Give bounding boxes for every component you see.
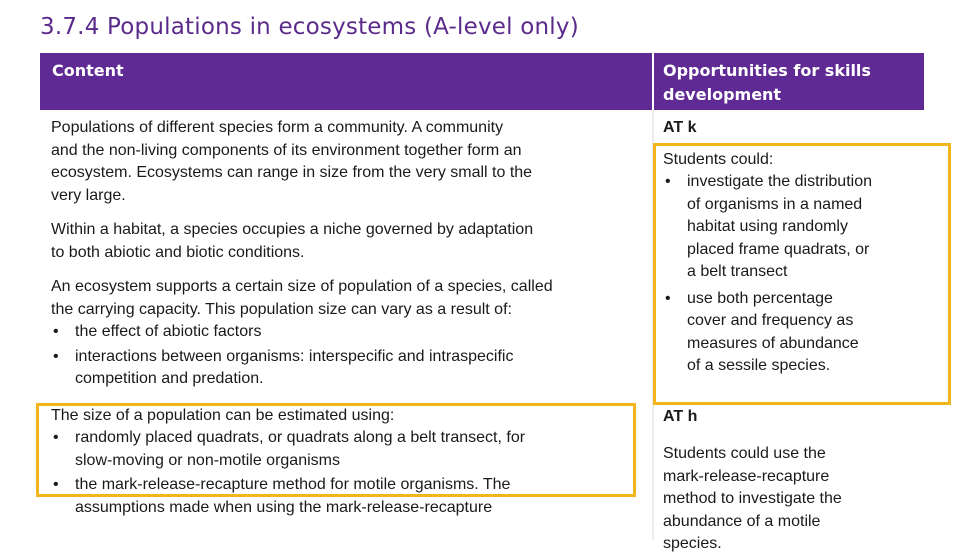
at-k-label: AT k bbox=[663, 119, 697, 136]
list-item: • the effect of abiotic factors bbox=[51, 321, 646, 344]
students-could-label: Students could: bbox=[663, 150, 774, 168]
list-item: • investigate the distribution of organisms in a named habitat using randomly placed frame quadrats, or a belt transect bbox=[663, 171, 918, 284]
content-header-label: Content bbox=[52, 61, 124, 80]
text-line: the carrying capacity. This population size can vary as a result of: bbox=[51, 300, 512, 318]
at-h-label: AT h bbox=[663, 407, 698, 425]
carrying-capacity-paragraph bbox=[51, 276, 646, 321]
at-h-activity: Students could use the mark-release-recapture method to investigate the abundance of a motile species. bbox=[663, 445, 842, 552]
highlight-box-at-k bbox=[653, 143, 951, 405]
content-column-header bbox=[40, 53, 652, 110]
text-line: An ecosystem supports a certain size of population of a species, called bbox=[51, 278, 553, 295]
text-line: ecosystem. Ecosystems can range in size from the very small to the bbox=[51, 164, 533, 181]
population-factors-list bbox=[51, 321, 646, 391]
list-item: • randomly placed quadrats, or quadrats along a belt transect, for slow-moving or non-motile organisms bbox=[51, 427, 646, 472]
highlight-box-estimation bbox=[36, 403, 636, 497]
habitat-paragraph bbox=[51, 219, 646, 264]
opportunities-column-header bbox=[654, 53, 924, 110]
page-title: 3.7.4 Populations in ecosystems (A-level only) bbox=[40, 14, 579, 40]
text-line: and the non-living components of its environment together form an bbox=[51, 141, 522, 159]
opportunities-header-line2: development bbox=[663, 85, 782, 104]
list-item: • interactions between organisms: interspecific and intraspecific competition and predation. bbox=[51, 346, 646, 391]
text-line: Populations of different species form a community. A community bbox=[51, 119, 504, 136]
estimation-paragraph: The size of a population can be estimated using: bbox=[51, 406, 395, 424]
text-line: very large. bbox=[51, 186, 126, 204]
community-paragraph bbox=[51, 117, 646, 207]
text-line: to both abiotic and biotic conditions. bbox=[51, 243, 305, 261]
list-item: • use both percentage cover and frequency as measures of abundance of a sessile species. bbox=[663, 288, 918, 378]
text-line: Within a habitat, a species occupies a niche governed by adaptation bbox=[51, 221, 534, 238]
opportunities-header-line1: Opportunities for skills bbox=[663, 61, 871, 80]
list-item: • the mark-release-recapture method for motile organisms. The assumptions made when using the mark-release-recapture bbox=[51, 474, 646, 519]
